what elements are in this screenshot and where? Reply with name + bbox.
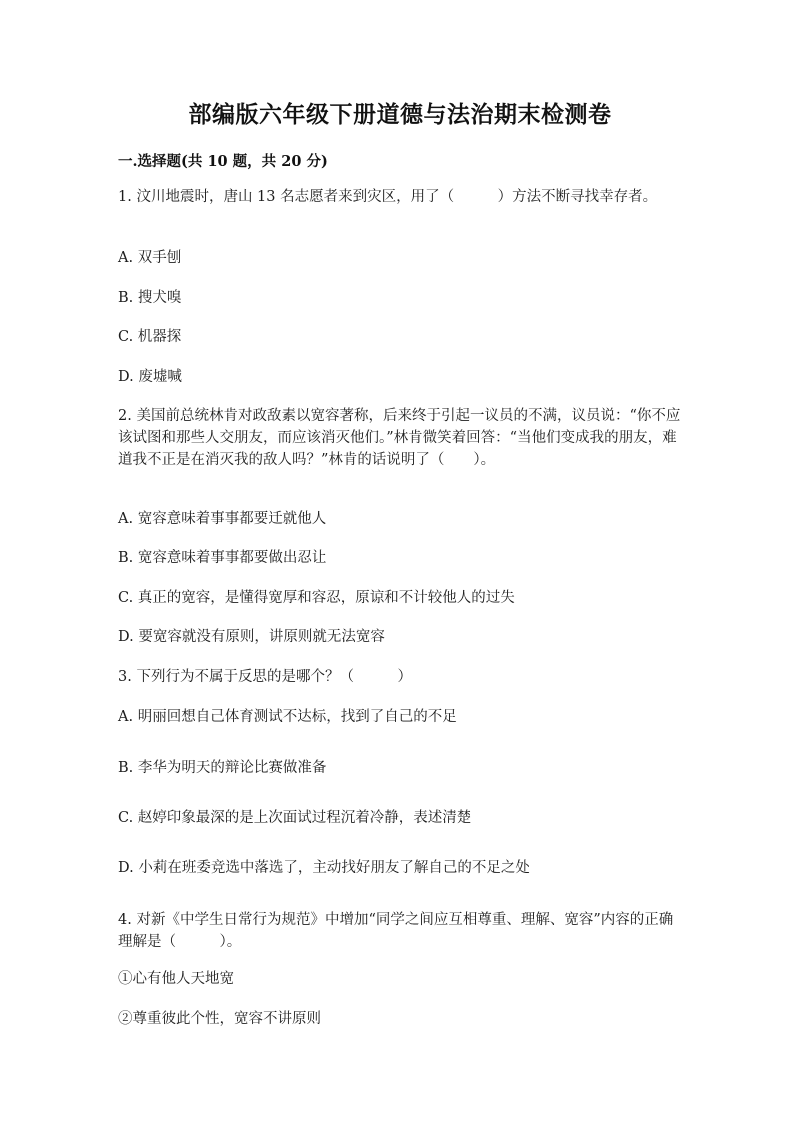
question-2-stem: 2. 美国前总统林肯对政敌素以宽容著称，后来终于引起一议员的不满，议员说：“你不应该试图和那些人交朋友，而应该消灭他们。”林肯微笑着回答：“当他们变成我的朋友，难道我不正是在消灭我的敌人吗？”林肯的话说明了（ ）。 bbox=[118, 408, 681, 468]
question-3-option-d: D. 小莉在班委竞选中落选了，主动找好朋友了解自己的不足之处 bbox=[118, 860, 530, 876]
question-4-statement-1: ①心有他人天地宽 bbox=[118, 971, 234, 987]
question-2-option-d: D. 要宽容就没有原则，讲原则就无法宽容 bbox=[118, 629, 385, 645]
question-3-option-c: C. 赵婷印象最深的是上次面试过程沉着冷静，表述清楚 bbox=[118, 810, 472, 826]
question-3-option-b: B. 李华为明天的辩论比赛做准备 bbox=[118, 760, 327, 776]
question-4-stem: 4. 对新《中学生日常行为规范》中增加“同学之间应互相尊重、理解、宽容”内容的正确理解是（ ）。 bbox=[118, 912, 674, 950]
question-1-option-d: D. 废墟喊 bbox=[118, 369, 182, 385]
question-2-option-c: C. 真正的宽容，是懂得宽厚和容忍，原谅和不计较他人的过失 bbox=[118, 590, 515, 606]
page-title: 部编版六年级下册道德与法治期末检测卷 bbox=[188, 101, 612, 128]
section-heading: 一.选择题(共 10 题，共 20 分) bbox=[118, 153, 328, 170]
question-1-stem: 1. 汶川地震时，唐山 13 名志愿者来到灾区，用了（ ）方法不断寻找幸存者。 bbox=[118, 189, 658, 205]
question-2-option-a: A. 宽容意味着事事都要迁就他人 bbox=[118, 511, 327, 527]
question-1-option-a: A. 双手刨 bbox=[118, 250, 182, 266]
question-1-option-b: B. 搜犬嗅 bbox=[118, 290, 182, 306]
question-4-statement-2: ②尊重彼此个性，宽容不讲原则 bbox=[118, 1011, 321, 1027]
question-3-option-a: A. 明丽回想自己体育测试不达标，找到了自己的不足 bbox=[118, 709, 457, 725]
question-1-option-c: C. 机器探 bbox=[118, 329, 182, 345]
question-3-stem: 3. 下列行为不属于反思的是哪个？（ ） bbox=[118, 669, 412, 685]
question-2-option-b: B. 宽容意味着事事都要做出忍让 bbox=[118, 550, 327, 566]
